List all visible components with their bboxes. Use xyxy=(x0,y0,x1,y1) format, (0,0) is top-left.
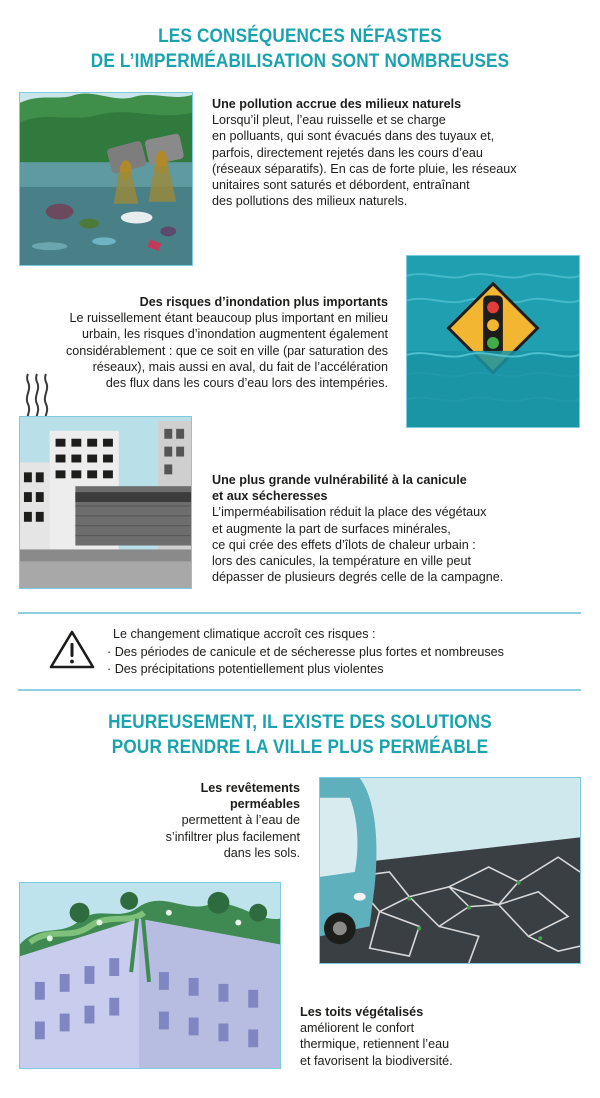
pollution-line-2: en polluants, qui sont évacués dans des tuyaux et, xyxy=(212,129,495,144)
green-roof-line-2: thermique, retiennent l’eau xyxy=(300,1037,450,1052)
flood-text xyxy=(48,294,388,391)
heat-line-3: ce qui crée des effets d’îlots de chaleur urbain : xyxy=(212,537,476,552)
green-roof-line-1: améliorent le confort xyxy=(300,1021,415,1036)
warning-triangle-icon xyxy=(49,629,95,669)
pollution-line-6: des pollutions des milieux naturels. xyxy=(212,194,408,209)
permeable-heading-line-1: Les revêtements xyxy=(200,781,300,795)
pollution-line-1: Lorsqu’il pleut, l’eau ruisselle et se charge xyxy=(212,113,446,128)
permeable-paving-illustration xyxy=(319,777,581,964)
section2-title-line-2: POUR RENDRE LA VILLE PLUS PERMÉABLE xyxy=(111,736,489,758)
permeable-paving-text xyxy=(110,780,300,861)
green-roof-illustration xyxy=(19,882,281,1069)
heat-line-2: et augmente la part de surfaces minérales, xyxy=(212,521,451,536)
permeable-line-3: dans les sols. xyxy=(223,845,300,860)
permeable-heading-line-2: perméables xyxy=(229,797,300,812)
flood-line-5: des flux dans les cours d’eau lors des intempéries. xyxy=(105,376,388,391)
green-roof-line-3: et favorisent la biodiversité. xyxy=(300,1053,453,1068)
flood-line-4: réseaux), mais aussi en aval, du fait de l’accélération xyxy=(92,359,388,374)
permeable-line-2: s’infiltrer plus facilement xyxy=(165,829,300,844)
warning-item-1: · Des périodes de canicule et de sécheresse plus fortes et nombreuses xyxy=(107,644,504,659)
heat-heading-line-1: Une plus grande vulnérabilité à la canicule xyxy=(212,473,467,487)
section1-title xyxy=(36,24,564,74)
warning-item-2: · Des précipitations potentiellement plus violentes xyxy=(107,662,384,676)
flood-heading: Des risques d’inondation plus importants xyxy=(139,295,388,309)
section2-title-line-1: HEUREUSEMENT, IL EXISTE DES SOLUTIONS xyxy=(108,711,492,733)
warning-intro: Le changement climatique accroît ces risques : xyxy=(113,627,376,641)
flood-line-2: urbain, les risques d’inondation augmentent également xyxy=(82,327,388,342)
city-illustration xyxy=(19,416,192,589)
separator-top xyxy=(18,612,581,614)
pollution-illustration xyxy=(19,92,193,266)
heat-line-4: lors des canicules, la température en ville peut xyxy=(212,554,472,569)
warning-text xyxy=(107,626,504,679)
pollution-heading: Une pollution accrue des milieux naturels xyxy=(212,97,462,111)
green-roof-heading: Les toits végétalisés xyxy=(300,1005,424,1019)
section1-title-line-2: DE L’IMPERMÉABILISATION SONT NOMBREUSES xyxy=(90,50,510,72)
flood-line-3: considérablement : que ce soit en ville (par saturation des xyxy=(65,343,388,358)
heat-text xyxy=(212,472,503,585)
separator-bottom xyxy=(18,689,581,691)
pollution-line-4: (réseaux séparatifs). En cas de forte pluie, les réseaux xyxy=(212,161,517,176)
flood-line-1: Le ruissellement étant beaucoup plus important en milieu xyxy=(69,311,388,326)
permeable-line-1: permettent à l’eau de xyxy=(181,813,300,828)
pollution-line-3: parfois, directement rejetés dans les cours d’eau xyxy=(212,145,483,160)
flood-illustration xyxy=(406,255,580,428)
heat-heading-line-2: et aux sécheresses xyxy=(212,489,328,504)
green-roof-text xyxy=(300,1004,453,1069)
heat-line-1: L’imperméabilisation réduit la place des végétaux xyxy=(212,505,487,520)
pollution-text xyxy=(212,96,517,209)
heat-line-5: dépasser de plusieurs degrés celle de la campagne. xyxy=(212,570,504,585)
section2-title xyxy=(36,710,564,760)
pollution-line-5: unitaires sont saturés et débordent, entraînant xyxy=(212,178,470,193)
section1-title-line-1: LES CONSÉQUENCES NÉFASTES xyxy=(158,25,442,47)
